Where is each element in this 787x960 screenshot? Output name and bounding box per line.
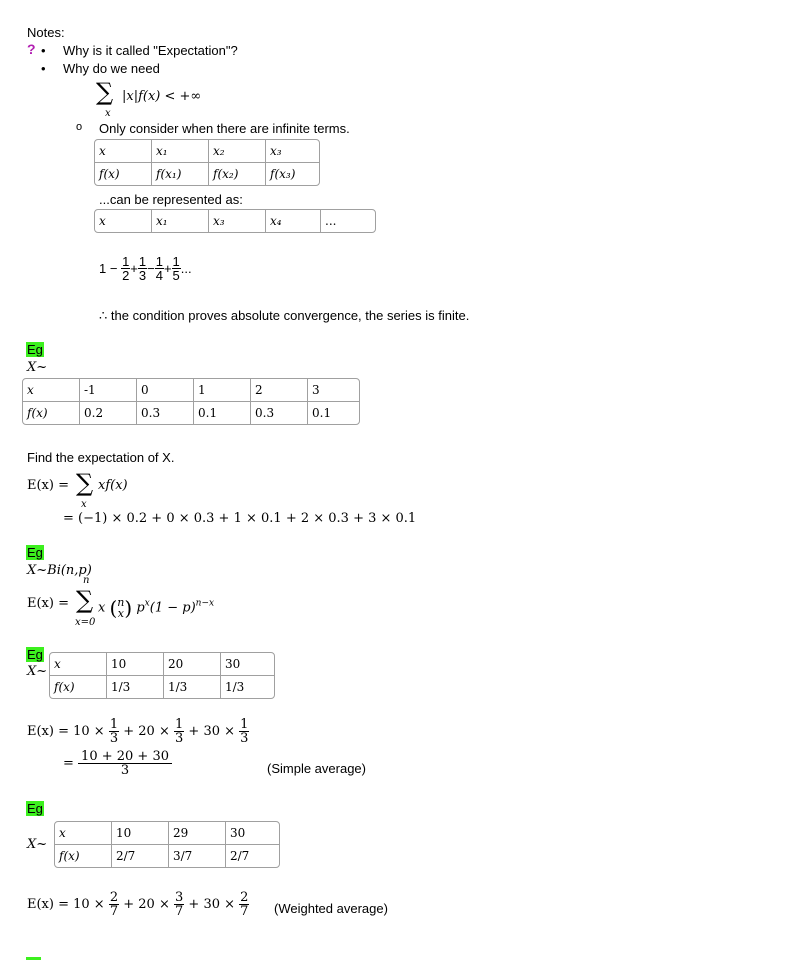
bullet-why-need: Why do we need [63, 61, 160, 76]
table-cell: 20 [164, 653, 221, 676]
binomial-label: X~Bi(n,p) [27, 563, 92, 578]
table-eg1-distribution [22, 378, 360, 425]
table-row [50, 676, 274, 698]
question-mark-icon: ? [27, 41, 36, 57]
binomial-term: x ( n x ) $p^x(1 - p)^{n-x}$ [98, 596, 215, 620]
table-row [95, 163, 319, 185]
fraction: $\frac{2}{7}$ [240, 890, 249, 919]
sum-lower: x=0 [75, 617, 96, 628]
series-fraction: $\frac{1}{3}$ [138, 254, 147, 283]
fraction: $\frac{1}{3}$ [240, 717, 249, 746]
fraction: $\frac{10 + 20 + 30}{3}$ [78, 750, 172, 777]
table-cell: ... [325, 214, 337, 228]
table-cell: -1 [80, 379, 137, 402]
eg-tag: Eg [27, 647, 43, 662]
sub-bullet-icon: o [76, 121, 83, 133]
table-eg4-distribution [54, 821, 280, 868]
sum-index: x [81, 499, 87, 510]
table-row [50, 653, 274, 676]
table-cell: x₁ [152, 140, 209, 163]
table-cell: x₃ [209, 210, 266, 232]
expectation-term: xf(x) [98, 478, 128, 493]
table-general-distribution [94, 139, 320, 186]
table-cell: f(x₁) [152, 163, 209, 185]
expectation-lhs: E(x) = [27, 596, 69, 611]
table-cell: 0.1 [194, 402, 251, 424]
sum-symbol: ∑ [96, 78, 114, 106]
table-cell: x₃ [266, 140, 319, 163]
table-cell: x₂ [209, 140, 266, 163]
weighted-average-equation: E(x) = 10 × $\frac{2}{7}$ + 20 × $\frac{3}{7}$ + 30 × $\frac{2}{7}$ [27, 890, 249, 919]
table-row [55, 822, 279, 845]
expectation-lhs: E(x) = [27, 478, 69, 493]
random-variable-label: X~ [27, 837, 48, 852]
fraction: $\frac{2}{7}$ [109, 890, 119, 919]
series-lead: 1 − [99, 261, 118, 276]
table-cell: x₁ [152, 210, 209, 232]
bullet-dot-icon: • [41, 43, 46, 58]
table-cell: 2/7 [230, 849, 250, 863]
random-variable-label: X~ [27, 664, 48, 679]
expectation-expansion: = (−1) × 0.2 + 0 × 0.3 + 1 × 0.1 + 2 × 0.3 + 3 × 0.1 [63, 511, 417, 526]
sub-bullet-infinite: Only consider when there are infinite terms. [99, 121, 350, 136]
simple-average-note: (Simple average) [267, 761, 366, 776]
series-op: − [147, 261, 155, 276]
table-row [95, 210, 375, 232]
table-cell: x [95, 210, 152, 232]
table-cell: 3/7 [169, 845, 226, 867]
alternating-series [99, 255, 192, 282]
simple-average-equation: E(x) = 10 × $\frac{1}{3}$ + 20 × $\frac{1}{3}$ + 30 × $\frac{1}{3}$ [27, 717, 249, 746]
sum-symbol: ∑ [76, 586, 94, 614]
sum-condition: |x|f(x) < +∞ [122, 89, 202, 104]
table-cell: x [95, 140, 152, 163]
table-cell: 0.2 [80, 402, 137, 424]
table-row [23, 402, 359, 424]
table-row [95, 140, 319, 163]
eg-tag: Eg [27, 545, 43, 560]
bullet-dot-icon: • [41, 61, 46, 76]
eg-tag: Eg [27, 801, 43, 816]
series-fraction: $\frac{1}{5}$ [172, 254, 180, 283]
table-cell: 10 [112, 822, 169, 845]
table-cell: 2/7 [112, 845, 169, 867]
table-cell: f(x) [95, 163, 152, 185]
conclusion-text: ∴ the condition proves absolute convergence, the series is finite. [99, 308, 470, 323]
weighted-average-note: (Weighted average) [274, 901, 388, 916]
table-cell: f(x) [50, 676, 107, 698]
table-eg3-distribution [49, 652, 275, 699]
series-fraction: $\frac{1}{4}$ [155, 254, 163, 283]
table-cell: 0.3 [137, 402, 194, 424]
table-cell: x₄ [266, 210, 321, 232]
table-cell: f(x₃) [270, 167, 296, 181]
table-cell: 30 [221, 653, 274, 676]
table-cell: 1/3 [225, 680, 245, 694]
series-op: + [163, 261, 172, 276]
represented-text: ...can be represented as: [99, 192, 243, 207]
table-row [23, 379, 359, 402]
table-cell: x [55, 822, 112, 845]
series-op: + [130, 261, 138, 276]
table-cell: 0.1 [312, 406, 332, 420]
table-cell: 29 [169, 822, 226, 845]
table-cell: 0.3 [251, 402, 308, 424]
binomial-coefficient: n x [117, 596, 125, 620]
table-cell: 1 [194, 379, 251, 402]
sum-symbol: ∑ [76, 469, 94, 497]
fraction: $\frac{3}{7}$ [175, 890, 184, 919]
random-variable-label: X~ [27, 360, 48, 375]
table-cell: f(x) [23, 402, 80, 424]
table-cell: 0 [137, 379, 194, 402]
sum-upper: n [83, 575, 90, 586]
eg-tag: Eg [27, 342, 43, 357]
table-cell: 10 [107, 653, 164, 676]
table-cell: x [50, 653, 107, 676]
bullet-expectation-name: Why is it called "Expectation"? [63, 43, 238, 58]
table-cell: 3 [308, 379, 359, 402]
fraction: $\frac{1}{3}$ [109, 717, 119, 746]
table-cell: 1/3 [164, 676, 221, 698]
series-fraction: $\frac{1}{2}$ [122, 254, 130, 283]
table-cell: 30 [226, 822, 279, 845]
find-expectation-text: Find the expectation of X. [27, 450, 175, 465]
table-cell: x [23, 379, 80, 402]
table-represented [94, 209, 376, 233]
table-cell: 2 [251, 379, 308, 402]
notes-heading: Notes: [27, 25, 65, 40]
table-cell: f(x₂) [209, 163, 266, 185]
sum-index: x [105, 108, 111, 119]
fraction: $\frac{1}{3}$ [175, 717, 184, 746]
table-cell: 1/3 [107, 676, 164, 698]
table-row [55, 845, 279, 867]
series-tail: ... [180, 261, 192, 276]
table-cell: f(x) [55, 845, 112, 867]
simple-average-line2: = $\frac{10 + 20 + 30}{3}$ [63, 750, 172, 777]
